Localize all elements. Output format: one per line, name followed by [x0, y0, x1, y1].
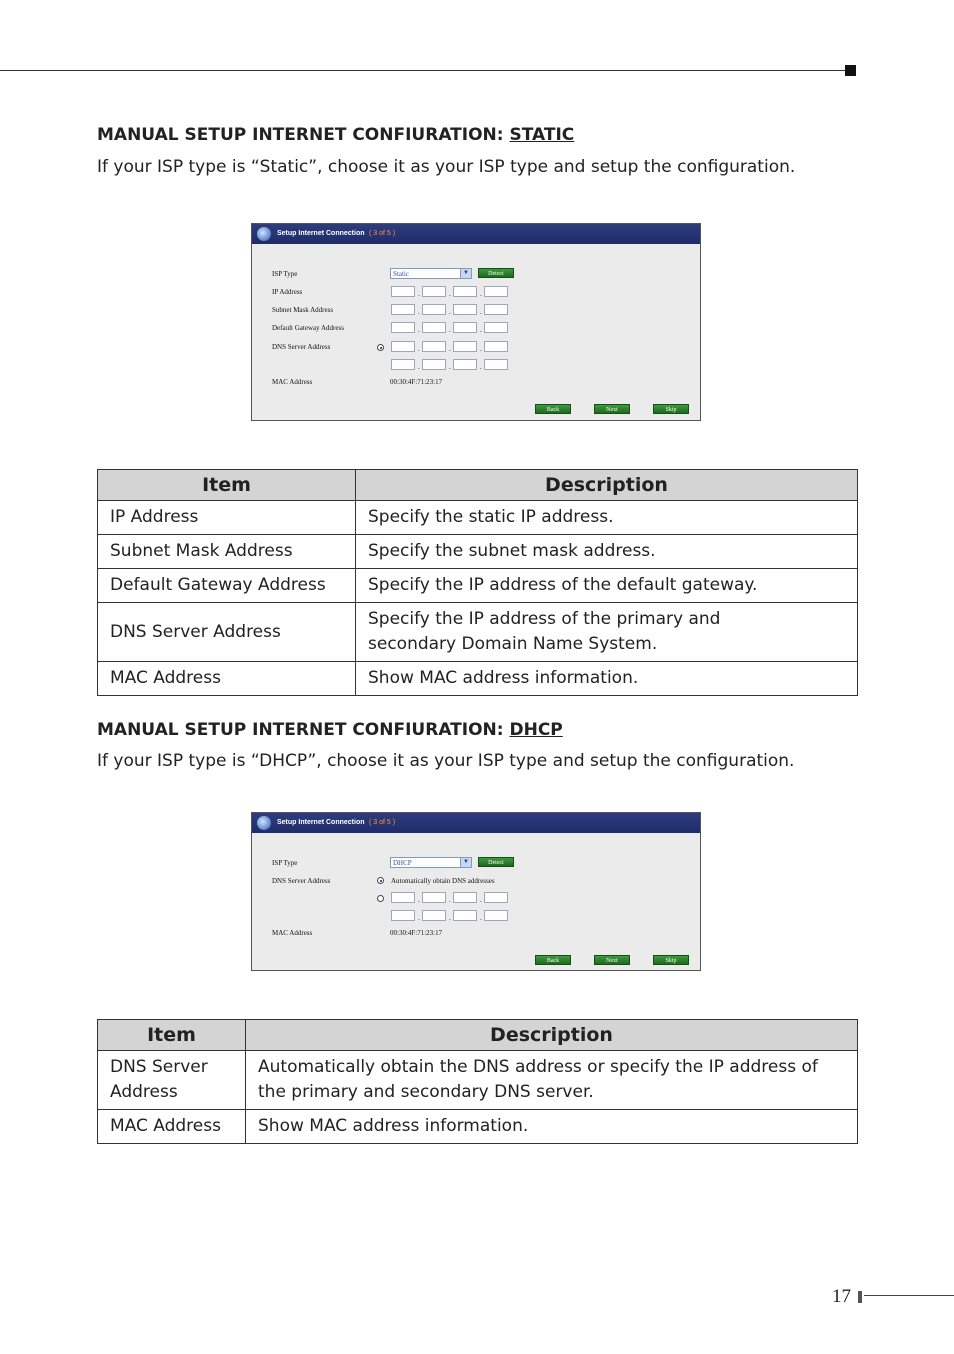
- bottom-rule: [864, 1295, 954, 1296]
- static-screenshot: [251, 223, 701, 421]
- dns-server-label: DNS Server Address: [272, 877, 331, 885]
- ip-dot: .: [449, 326, 451, 334]
- screenshot-step: ( 3 of 5 ): [369, 230, 396, 237]
- dns1-octet-input[interactable]: [391, 341, 415, 352]
- top-square-marker: [845, 65, 856, 76]
- dns-manual-radio[interactable]: [377, 895, 384, 902]
- table-row: [98, 501, 858, 535]
- page-number: 17: [832, 1286, 851, 1307]
- isp-type-select[interactable]: [390, 268, 472, 279]
- isp-type-select[interactable]: [390, 857, 472, 868]
- ip-dot: .: [418, 308, 420, 316]
- ip-address-label: IP Address: [272, 288, 303, 296]
- chevron-down-icon: ▼: [460, 858, 471, 867]
- back-button[interactable]: Back: [535, 404, 571, 414]
- subnet-mask-label: Subnet Mask Address: [272, 306, 334, 314]
- dhcp-heading-type: DHCP: [509, 720, 563, 740]
- next-button[interactable]: Next: [594, 955, 630, 965]
- static-intro: If your ISP type is “Static”, choose it as your ISP type and setup the configuration.: [97, 157, 796, 177]
- ip-dot: .: [480, 345, 482, 353]
- table-header-description: Description: [356, 470, 858, 501]
- dhcp-description-table: [97, 1019, 858, 1144]
- screenshot-header: [252, 813, 700, 833]
- subnet-octet-input[interactable]: [484, 304, 508, 315]
- isp-type-label: ISP Type: [272, 859, 298, 867]
- dns2-octet-input[interactable]: [422, 359, 446, 370]
- ip-octet-input[interactable]: [453, 286, 477, 297]
- dns1-octet-input[interactable]: [484, 892, 508, 903]
- dns2-octet-input[interactable]: [391, 910, 415, 921]
- next-button[interactable]: Next: [594, 404, 630, 414]
- dns2-octet-input[interactable]: [453, 359, 477, 370]
- network-globe-icon: [257, 816, 271, 830]
- network-globe-icon: [257, 227, 271, 241]
- table-header-description: Description: [246, 1020, 858, 1051]
- dns2-octet-input[interactable]: [453, 910, 477, 921]
- ip-octet-input[interactable]: [484, 286, 508, 297]
- detect-button[interactable]: Detect: [478, 857, 514, 867]
- dns1-octet-input[interactable]: [391, 892, 415, 903]
- gateway-octet-input[interactable]: [391, 322, 415, 333]
- table-cell-description: Show MAC address information.: [246, 1110, 858, 1144]
- isp-type-label: ISP Type: [272, 270, 298, 278]
- ip-octet-input[interactable]: [391, 286, 415, 297]
- dns1-octet-input[interactable]: [453, 892, 477, 903]
- dhcp-heading: [97, 720, 563, 740]
- screenshot-title: Setup Internet Connection: [277, 230, 365, 237]
- ip-dot: .: [449, 363, 451, 371]
- page-marker: [858, 1291, 862, 1303]
- subnet-octet-input[interactable]: [453, 304, 477, 315]
- dhcp-intro: If your ISP type is “DHCP”, choose it as your ISP type and setup the configuration.: [97, 751, 795, 771]
- dns1-octet-input[interactable]: [422, 892, 446, 903]
- dns-manual-radio[interactable]: [377, 344, 384, 351]
- chevron-down-icon: ▼: [460, 269, 471, 278]
- table-row: [98, 569, 858, 603]
- dns1-octet-input[interactable]: [422, 341, 446, 352]
- back-button[interactable]: Back: [535, 955, 571, 965]
- table-cell-description: Specify the IP address of the default gateway.: [356, 569, 858, 603]
- gateway-octet-input[interactable]: [484, 322, 508, 333]
- skip-button[interactable]: Skip: [653, 955, 689, 965]
- ip-dot: .: [480, 896, 482, 904]
- detect-button[interactable]: Detect: [478, 268, 514, 278]
- ip-dot: .: [418, 896, 420, 904]
- dns2-octet-input[interactable]: [391, 359, 415, 370]
- dns-auto-option-label: Automatically obtain DNS addresses: [391, 877, 495, 885]
- ip-dot: .: [418, 326, 420, 334]
- table-row: [98, 1110, 858, 1144]
- table-header-item: Item: [98, 1020, 246, 1051]
- table-cell-description: Specify the subnet mask address.: [356, 535, 858, 569]
- screenshot-title: Setup Internet Connection: [277, 819, 365, 826]
- dns1-octet-input[interactable]: [453, 341, 477, 352]
- table-cell-item: Default Gateway Address: [98, 569, 356, 603]
- table-cell-item: MAC Address: [98, 1110, 246, 1144]
- table-cell-item: DNS Server Address: [98, 1051, 246, 1110]
- ip-dot: .: [418, 363, 420, 371]
- mac-address-label: MAC Address: [272, 378, 313, 386]
- table-row: [98, 662, 858, 696]
- subnet-octet-input[interactable]: [391, 304, 415, 315]
- static-description-table: [97, 469, 858, 696]
- static-heading-prefix: MANUAL SETUP INTERNET CONFIURATION:: [97, 125, 510, 145]
- screenshot-step: ( 3 of 5 ): [369, 819, 396, 826]
- table-cell-description: Show MAC address information.: [356, 662, 858, 696]
- static-heading-type: STATIC: [509, 125, 575, 145]
- dns2-octet-input[interactable]: [422, 910, 446, 921]
- default-gateway-label: Default Gateway Address: [272, 324, 344, 332]
- ip-dot: .: [480, 308, 482, 316]
- mac-address-label: MAC Address: [272, 929, 313, 937]
- table-row: [98, 603, 858, 662]
- isp-type-value: DHCP: [393, 859, 412, 867]
- dns2-octet-input[interactable]: [484, 910, 508, 921]
- table-cell-description: Specify the static IP address.: [356, 501, 858, 535]
- skip-button[interactable]: Skip: [653, 404, 689, 414]
- table-header-item: Item: [98, 470, 356, 501]
- dns-auto-radio[interactable]: [377, 877, 384, 884]
- ip-dot: .: [480, 363, 482, 371]
- table-cell-item: MAC Address: [98, 662, 356, 696]
- ip-dot: .: [449, 290, 451, 298]
- table-cell-item: IP Address: [98, 501, 356, 535]
- top-rule: [0, 70, 848, 71]
- screenshot-header: [252, 224, 700, 244]
- mac-address-value: 00:30:4F:71:23:17: [390, 929, 443, 937]
- ip-dot: .: [449, 345, 451, 353]
- ip-dot: .: [449, 914, 451, 922]
- table-cell-description: Automatically obtain the DNS address or specify the IP address of the primary and secondary DNS server.: [246, 1051, 858, 1110]
- dns1-octet-input[interactable]: [484, 341, 508, 352]
- table-row: [98, 1051, 858, 1110]
- ip-dot: .: [418, 345, 420, 353]
- ip-dot: .: [449, 896, 451, 904]
- ip-dot: .: [480, 326, 482, 334]
- ip-dot: .: [418, 290, 420, 298]
- isp-type-value: Static: [393, 270, 409, 278]
- mac-address-value: 00:30:4F:71:23:17: [390, 378, 443, 386]
- dhcp-heading-prefix: MANUAL SETUP INTERNET CONFIURATION:: [97, 720, 510, 740]
- table-cell-description: Specify the IP address of the primary and secondary Domain Name System.: [356, 603, 858, 662]
- table-cell-item: Subnet Mask Address: [98, 535, 356, 569]
- ip-dot: .: [418, 914, 420, 922]
- ip-dot: .: [480, 914, 482, 922]
- gateway-octet-input[interactable]: [453, 322, 477, 333]
- table-cell-item: DNS Server Address: [98, 603, 356, 662]
- dns2-octet-input[interactable]: [484, 359, 508, 370]
- subnet-octet-input[interactable]: [422, 304, 446, 315]
- dhcp-screenshot: [251, 812, 701, 971]
- table-row: [98, 535, 858, 569]
- ip-dot: .: [449, 308, 451, 316]
- static-heading: [97, 125, 574, 145]
- gateway-octet-input[interactable]: [422, 322, 446, 333]
- dns-server-label: DNS Server Address: [272, 343, 331, 351]
- ip-octet-input[interactable]: [422, 286, 446, 297]
- ip-dot: .: [480, 290, 482, 298]
